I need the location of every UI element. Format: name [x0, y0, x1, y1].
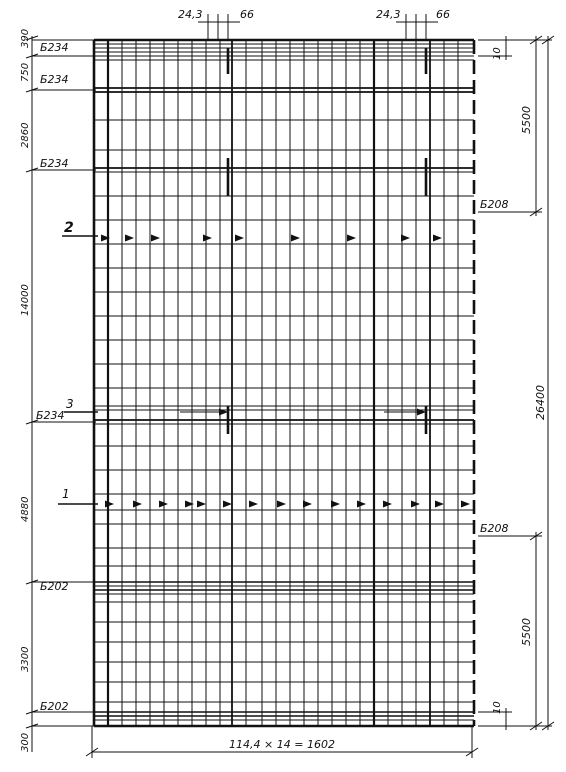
arrow-row-1: [105, 501, 114, 508]
arrow-row-2: [203, 235, 212, 242]
right-dim-10-bottom: 10: [492, 701, 503, 714]
top-dim-left-b: 66: [240, 8, 254, 21]
arrow-row-2: [347, 235, 356, 242]
top-dim-right-b: 66: [436, 8, 450, 21]
top-dim-right-a: 24,3: [376, 8, 401, 21]
right-dim-5500-top: 5500: [520, 106, 533, 134]
label-b234-3: Б234: [40, 157, 69, 170]
right-dim-5500-bottom: 5500: [520, 618, 533, 646]
left-dim-2860: 2860: [20, 122, 31, 148]
arrow-row-2: [291, 235, 300, 242]
left-dim-4880: 4880: [20, 496, 31, 522]
label-b208-top: Б208: [480, 198, 509, 211]
section-mark-2: 2: [64, 220, 74, 236]
left-dim-300: 300: [20, 732, 31, 752]
arrow-row-1: [357, 501, 366, 508]
arrow-row-2: [235, 235, 244, 242]
panel-grid: [94, 40, 474, 726]
left-dim-390: 390: [20, 28, 31, 48]
arrow-row-1: [197, 501, 206, 508]
label-b234-1: Б234: [40, 41, 69, 54]
arrow-row-2: [125, 235, 134, 242]
right-dim-10-top: 10: [492, 47, 503, 60]
bottom-dim-label: 114,4 × 14 = 1602: [229, 738, 335, 751]
label-b208-bottom: Б208: [480, 522, 509, 535]
label-b202-1: Б202: [40, 580, 69, 593]
top-dimension-left: [178, 8, 254, 40]
label-b202-2: Б202: [40, 700, 69, 713]
left-dimension-chain: [26, 36, 96, 752]
left-dim-14000: 14000: [20, 284, 31, 316]
section-mark-3: 3: [66, 397, 74, 411]
arrow-row-1: [331, 501, 340, 508]
label-b234-2: Б234: [40, 73, 69, 86]
arrow-row-2: [401, 235, 410, 242]
left-dim-750: 750: [20, 62, 31, 82]
arrow-row-1: [185, 501, 194, 508]
top-dimension-right: [376, 8, 450, 40]
arrow-row-2: [151, 235, 160, 242]
arrow-row-1: [435, 501, 444, 508]
right-dim-26400: 26400: [534, 385, 547, 420]
label-b234-4: Б234: [36, 409, 65, 422]
right-dimension-chain: [478, 36, 554, 730]
section-arrows: [101, 235, 470, 508]
arrow-row-1: [303, 501, 312, 508]
left-dim-3300: 3300: [20, 646, 31, 672]
arrow-row-1: [133, 501, 142, 508]
top-dim-left-a: 24,3: [178, 8, 203, 21]
section-mark-1: 1: [62, 487, 70, 501]
arrow-row-1: [461, 501, 470, 508]
arrow-row-1: [223, 501, 232, 508]
arrow-row-1: [277, 501, 286, 508]
arrow-row-1: [249, 501, 258, 508]
arrow-row-2: [433, 235, 442, 242]
